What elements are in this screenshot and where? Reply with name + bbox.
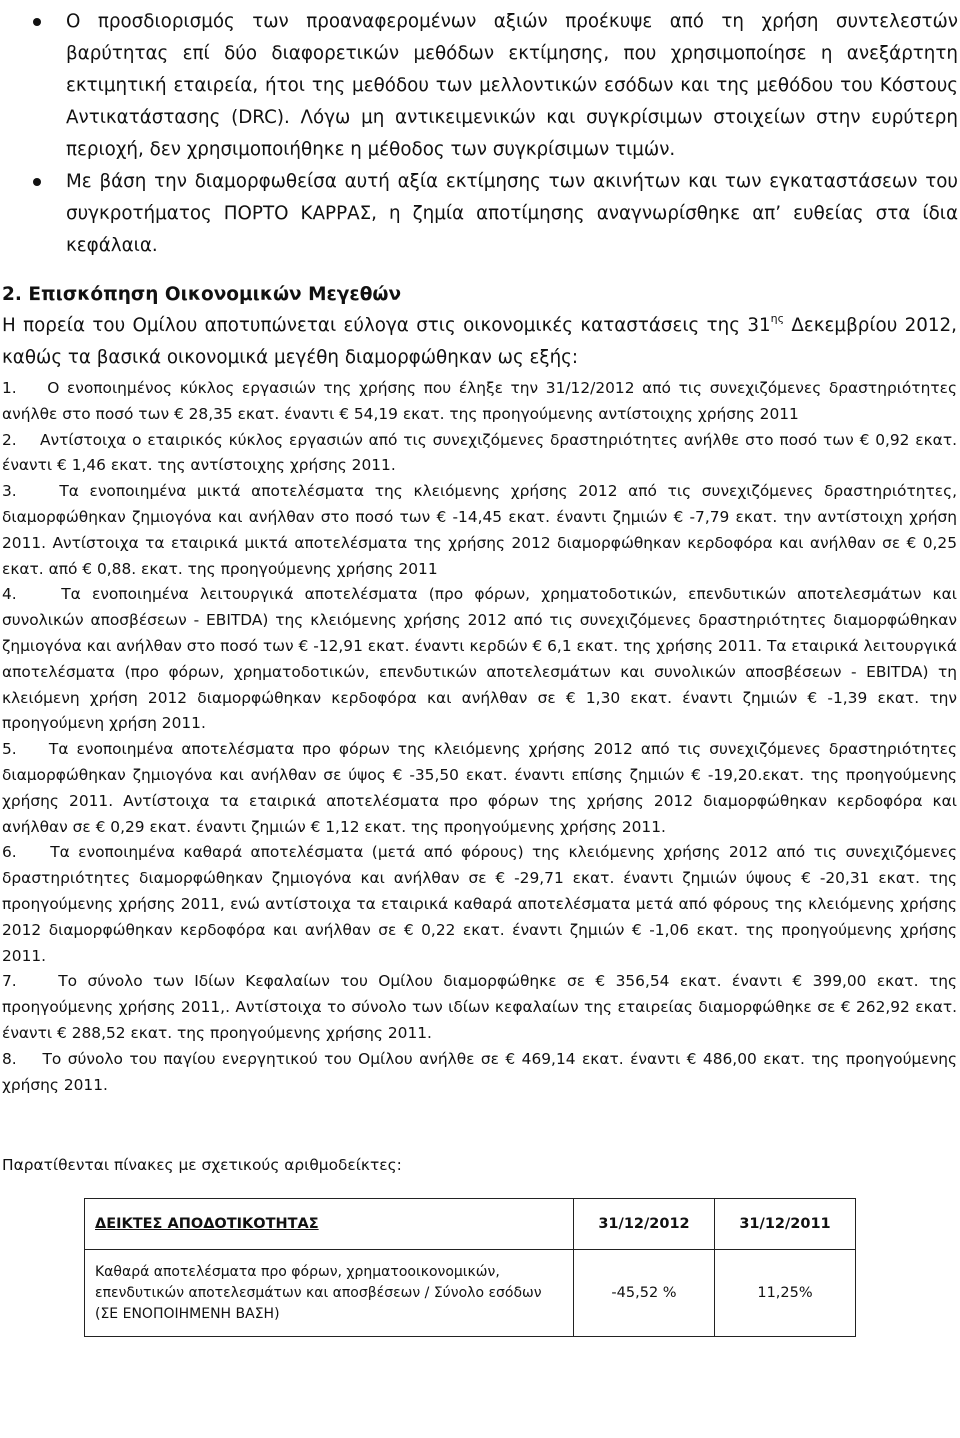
bullet-item xyxy=(0,6,960,166)
intro-text-b: Δεκεμβρίου 2012, καθώς τα βασικά οικονομικά μεγέθη διαμορφώθηκαν ως εξής: xyxy=(2,315,957,368)
intro-text-a: Η πορεία του Ομίλου αποτυπώνεται εύλογα στις οικονομικές καταστάσεις της 31 xyxy=(2,315,771,336)
numbered-list xyxy=(2,376,957,1098)
list-item xyxy=(2,840,957,969)
list-item xyxy=(2,582,957,737)
item-text: Τα ενοποιημένα καθαρά αποτελέσματα (μετά από φόρους) της κλειόμενης χρήσης 2012 από τις συνεχιζόμενες δραστηριότητες διαμορφώθηκαν ζημιογόνα και ανήλθαν σε € -29,71 εκατ. έναντι ζημιών ύψους € -20,31 εκατ. της προηγούμενης χρήσης 2011, ενώ αντίστοιχα τα εταιρικά καθαρά αποτελέσματα μετά από φόρους της κλειόμενης χρήσης 2012 διαμορφώθηκαν κερδοφόρα και ανήλθαν σε € 0,22 εκατ. έναντι ζημιών € -1,06 εκατ. της προηγούμενης χρήσης 2011. xyxy=(2,843,958,965)
list-item xyxy=(2,737,957,840)
item-number: 7. xyxy=(2,972,17,991)
table-header-2012: 31/12/2012 xyxy=(574,1199,715,1250)
list-item xyxy=(2,479,957,582)
item-number: 6. xyxy=(2,843,17,862)
table-cell-2011: 11,25% xyxy=(715,1250,856,1337)
bullet-dot-icon xyxy=(33,178,41,186)
item-text: Τα ενοποιημένα μικτά αποτελέσματα της κλειόμενης χρήσης 2012 από τις συνεχιζόμενες δραστηριότητες, διαμορφώθηκαν ζημιογόνα και ανήλθαν στο ποσό των € -14,45 εκατ. έναντι ζημιών € -7,79 εκατ. την αντίστοιχη χρήση 2011. Αντίστοιχα τα εταιρικά μικτά αποτελέσματα της χρήσης 2012 διαμορφώθηκαν κερδοφόρα και ανήλθαν σε € 0,25 εκατ. από € 0,88. εκατ. της προηγούμενης χρήσης 2011 xyxy=(2,482,957,578)
bullet-text: Ο προσδιορισμός των προαναφερομένων αξιών προέκυψε από τη χρήση συντελεστών βαρύτητας επί δύο διαφορετικών μεθόδων εκτίμησης, που χρησιμοποίησε η ανεξάρτητη εκτιμητική εταιρεία, ήτοι της μεθόδου των μελλοντικών εσόδων και της μεθόδου του Κόστους Αντικατάστασης (DRC). Λόγω μη αντικειμενικών και συγκρίσιμων στοιχείων στην ευρύτερη περιοχή, δεν χρησιμοποιήθηκε η μέθοδος των συγκρίσιμων τιμών. xyxy=(66,11,958,160)
bullet-text: Με βάση την διαμορφωθείσα αυτή αξία εκτίμησης των ακινήτων και των εγκαταστάσεων του συγκροτήματος ΠΟΡΤΟ ΚΑΡΡΑΣ, η ζημία αποτίμησης αναγνωρίσθηκε απ’ ευθείας στα ίδια κεφάλαια. xyxy=(66,171,958,256)
table-header-2011: 31/12/2011 xyxy=(715,1199,856,1250)
bullet-dot-icon xyxy=(33,18,41,26)
item-number: 2. xyxy=(2,430,17,449)
table-header-label: ΔΕΙΚΤΕΣ ΑΠΟΔΟΤΙΚΟΤΗΤΑΣ xyxy=(85,1199,574,1250)
financial-overview-section xyxy=(2,280,957,1098)
item-number: 3. xyxy=(2,482,17,501)
table-row xyxy=(85,1250,856,1337)
item-text: Τα ενοποιημένα λειτουργικά αποτελέσματα (προ φόρων, χρηματοδοτικών, επενδυτικών αποτελεσμάτων και συνολικών αποσβέσεων - EBITDA) της κλειόμενης χρήσης 2012 από τις συνεχιζόμενες δραστηριότητες διαμορφώθηκαν ζημιογόνα και ανήλθαν στο ποσό των € -12,91 εκατ. έναντι κερδών € 6,1 εκατ. της χρήσης 2011. Τα εταιρικά λειτουργικά αποτελέσματα (προ φόρων, χρηματοδοτικών, επενδυτικών αποτελεσμάτων και συνολικών αποσβέσεων - EBITDA) τη κλειόμενη χρήση 2012 διαμορφώθηκαν κερδοφόρα και ανήλθαν σε € 1,30 εκατ. έναντι ζημιών € -1,39 εκατ. την προηγούμενη χρήση 2011. xyxy=(2,585,957,733)
table-header-row xyxy=(85,1199,856,1250)
section-title: 2. Επισκόπηση Οικονομικών Μεγεθών xyxy=(2,284,402,305)
item-number: 5. xyxy=(2,740,17,759)
bullet-list xyxy=(0,6,960,262)
table-cell-label: Καθαρά αποτελέσματα προ φόρων, χρηματοοικονομικών, επενδυτικών αποτελεσμάτων και αποσβέσεων / Σύνολο εσόδων (ΣΕ ΕΝΟΠΟΙΗΜΕΝΗ ΒΑΣΗ) xyxy=(85,1250,574,1337)
list-item xyxy=(2,428,957,480)
item-number: 4. xyxy=(2,585,17,604)
item-text: Ο ενοποιημένος κύκλος εργασιών της χρήσης που έληξε την 31/12/2012 από τις συνεχιζόμενες δραστηριότητες ανήλθε στο ποσό των € 28,35 εκατ. έναντι € 54,19 εκατ. της προηγούμενης αντίστοιχης χρήσης 2011 xyxy=(2,379,957,423)
bullet-item xyxy=(0,166,960,262)
item-text: Τα ενοποιημένα αποτελέσματα προ φόρων της κλειόμενης χρήσης 2012 από τις συνεχιζόμενες δραστηριότητες διαμορφώθηκαν ζημιογόνα και ανήλθαν σε ύψος € -35,50 εκατ. έναντι επίσης ζημιών € -19,20.εκατ. της προηγούμενης χρήσης 2011. Αντίστοιχα τα εταιρικά αποτελέσματα προ φόρων της χρήσης 2012 διαμορφώθηκαν κερδοφόρα και ανήλθαν σε € 0,29 εκατ. έναντι ζημιών € 1,12 εκατ. της προηγούμενης χρήσης 2011. xyxy=(2,740,957,836)
item-text: Αντίστοιχα ο εταιρικός κύκλος εργασιών από τις συνεχιζόμενες δραστηριότητες ανήλθε στο ποσό των € 0,92 εκατ. έναντι € 1,46 εκατ. της αντίστοιχης χρήσης 2011. xyxy=(2,430,957,475)
list-item xyxy=(2,376,957,428)
item-number: 1. xyxy=(2,379,17,397)
list-item xyxy=(2,969,957,1046)
profitability-ratios-table xyxy=(84,1198,856,1337)
table-cell-2012: -45,52 % xyxy=(574,1250,715,1337)
section-intro xyxy=(2,310,957,374)
item-text: Το σύνολο των Ιδίων Κεφαλαίων του Ομίλου διαμορφώθηκε σε € 356,54 εκατ. έναντι € 399,00 εκατ. της προηγούμενης χρήσης 2011,. Αντίστοιχα το σύνολο των ιδίων κεφαλαίων της εταιρείας διαμορφώθηκε σε € 262,92 εκατ. έναντι € 288,52 εκατ. της προηγούμενης χρήσης 2011. xyxy=(2,972,957,1042)
table-lead-text: Παρατίθενται πίνακες με σχετικούς αριθμοδείκτες: xyxy=(2,1156,402,1174)
intro-superscript: ης xyxy=(770,312,785,325)
item-number: 8. xyxy=(2,1049,17,1068)
item-text: Το σύνολο του παγίου ενεργητικού του Ομίλου ανήλθε σε € 469,14 εκατ. έναντι € 486,00 εκατ. της προηγούμενης χρήσης 2011. xyxy=(2,1049,957,1094)
list-item xyxy=(2,1047,957,1099)
